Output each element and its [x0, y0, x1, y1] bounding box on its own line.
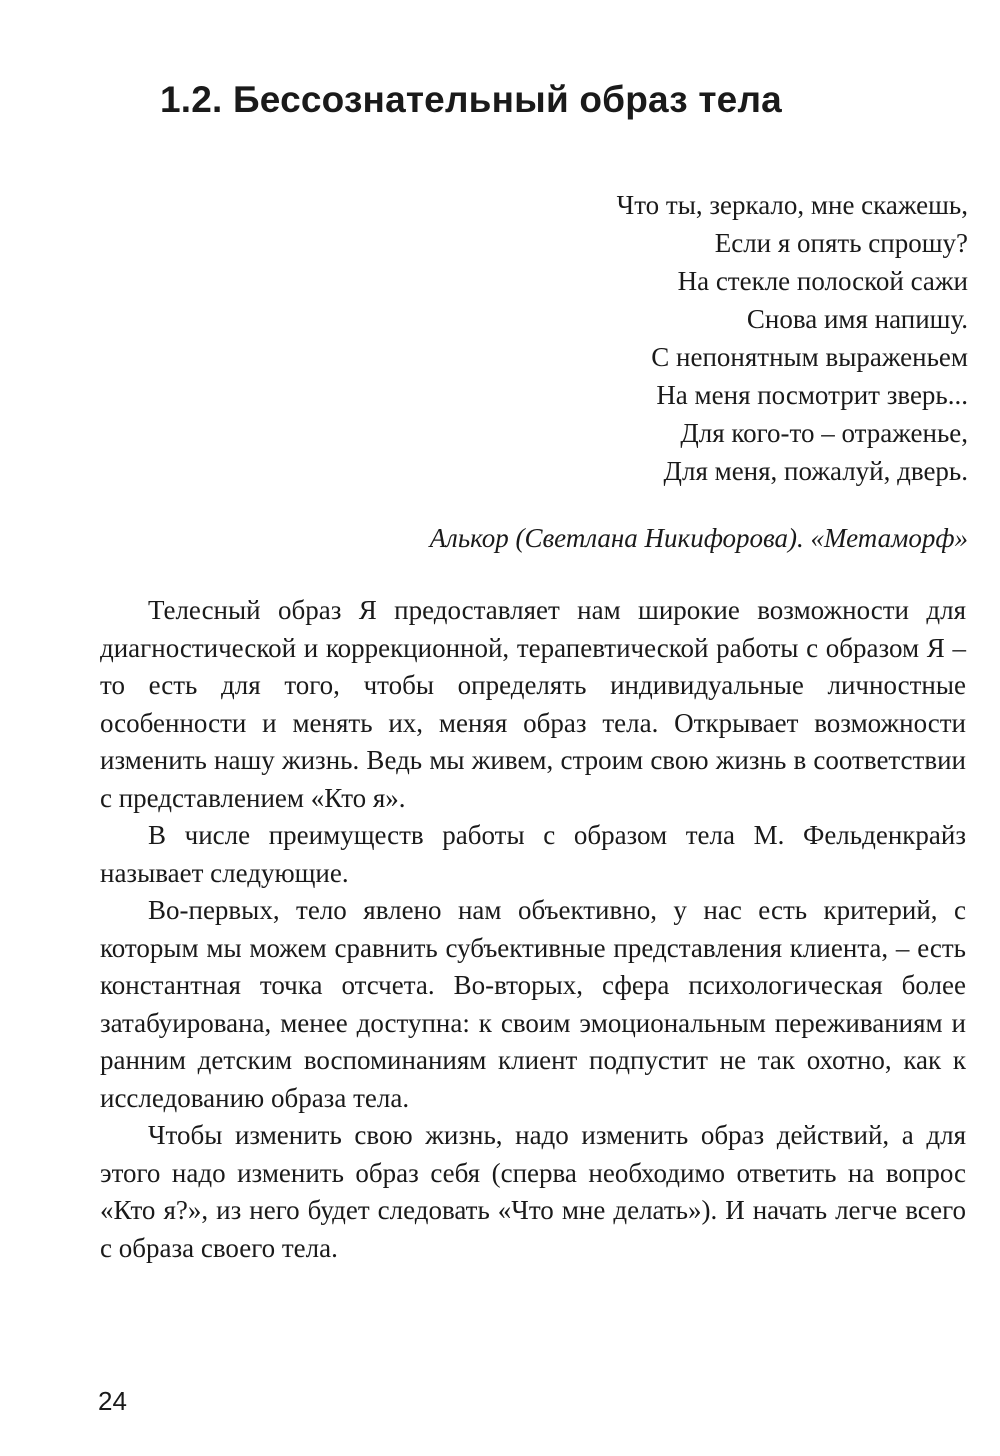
epigraph-poem	[617, 186, 968, 490]
paragraph: В числе преимуществ работы с образом тела М. Фельденкрайз называет следующие.	[100, 820, 966, 888]
page-number: 24	[98, 1386, 127, 1416]
poem-line: Если я опять спрошу?	[714, 228, 968, 258]
poem-line: Что ты, зеркало, мне скажешь,	[616, 190, 968, 220]
poem-line: Для меня, пожалуй, дверь.	[663, 456, 968, 486]
poem-line: На стекле полоской сажи	[677, 266, 968, 296]
poem-line: Для кого-то – отраженье,	[680, 418, 968, 448]
paragraph: Телесный образ Я предоставляет нам широкие возможности для диагностической и коррекционной, терапевтической работы с образом Я – то есть для того, чтобы определять индивидуальные личностные особенности и менять их, меняя образ тела. Открывает возможности изменить нашу жизнь. Ведь мы живем, строим свою жизнь в соответствии с представлением «Кто я».	[100, 595, 966, 813]
body-text	[100, 592, 966, 1267]
poem-line: С непонятным выраженьем	[651, 342, 968, 372]
section-heading: 1.2. Бессознательный образ тела	[160, 79, 782, 120]
poem-line: На меня посмотрит зверь...	[656, 380, 968, 410]
epigraph-attribution: Алькор (Светлана Никифорова). «Метаморф»	[429, 523, 968, 553]
paragraph: Во-первых, тело явлено нам объективно, у нас есть критерий, с которым мы можем сравнить субъективные представления клиента, – есть константная точка отсчета. Во-вторых, сфера психологическая более затабуирована, менее доступна: к своим эмоциональным переживаниям и ранним детским воспоминаниям клиент подпустит не так охотно, как к исследованию образа тела.	[100, 895, 966, 1113]
poem-line: Снова имя напишу.	[746, 304, 968, 334]
paragraph: Чтобы изменить свою жизнь, надо изменить образ действий, а для этого надо изменить образ себя (сперва необходимо ответить на вопрос «Кто я?», из него будет следовать «Что мне делать»). И начать легче всего с образа своего тела.	[100, 1120, 966, 1263]
